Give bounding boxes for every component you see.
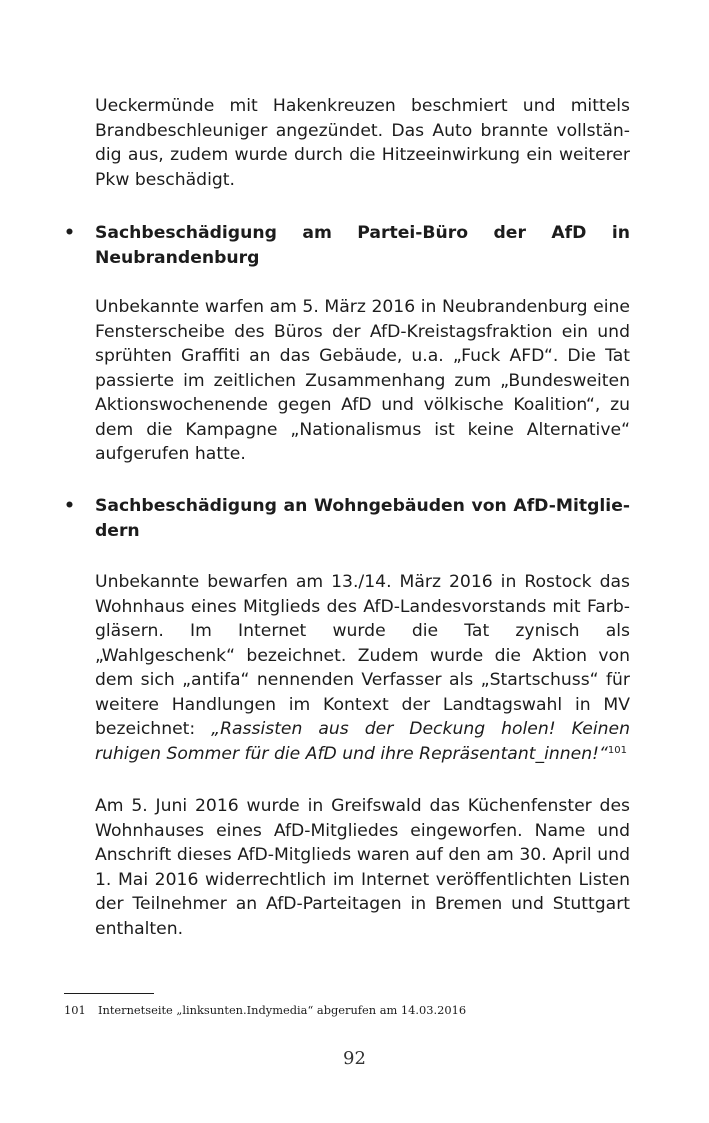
footnote-number: 101 (64, 1003, 86, 1017)
footnote-divider (64, 993, 154, 994)
bullet-2: • (64, 496, 75, 516)
section-2-paragraph-a-text: Unbekannte bewarfen am 13./14. März 2016 in Rostock das Wohnhaus eines Mitglieds des AfD-Landesvorstands mit Farbgläsern. Im Internet wurde die Tat zynisch als „Wahlgeschenk“ bezeichnet. Zudem wurde die Aktion von dem sich „antifa“ nennenden Verfasser als „Startschuss“ für weitere Handlungen im Kontext der Landtagswahl in MV bezeichnet: (95, 572, 630, 739)
section-2-paragraph-b: Am 5. Juni 2016 wurde in Greifswald das Küchenfenster des Wohnhauses eines AfD-Mitgliedes eingeworfen. Name und Anschrift dieses AfD-Mitglieds waren auf den am 30. April und 1. Mai 2016 widerrechtlich im Internet veröffentlichten Listen der Teilnehmer an AfD-Parteitagen in Bremen und Stuttgart enthalten. (95, 796, 630, 939)
section-2-paragraph-a (95, 570, 630, 766)
section-2-quote: „Rassisten aus der Deckung holen! Keinen ruhigen Sommer für die AfD und ihre Repräsentant_innen!“ (95, 719, 630, 764)
page-number: 92 (343, 1048, 366, 1069)
footnote (64, 1002, 466, 1018)
section-1-heading: Sachbeschädigung am Partei-Büro der AfD in Neubrandenburg (95, 223, 630, 268)
footnote-reference[interactable]: 101 (607, 744, 627, 756)
bullet-1: • (64, 223, 75, 243)
intro-paragraph: Ueckermünde mit Hakenkreuzen beschmiert und mittels Brandbeschleuniger angezündet. Das Auto brannte vollständig aus, zudem wurde durch die Hitzeeinwirkung ein weiterer Pkw beschädigt. (95, 96, 630, 190)
section-1-paragraph: Unbekannte warfen am 5. März 2016 in Neubrandenburg eine Fensterscheibe des Büros der AfD-Kreistagsfraktion ein und sprühten Graffiti an das Gebäude, u.a. „Fuck AFD“. Die Tat passierte im zeitlichen Zusammenhang zum „Bundesweiten Aktionswochenende gegen AfD und völkische Koalition“, zu dem die Kampagne „Nationalismus ist keine Alternative“ aufgerufen hatte. (95, 297, 630, 464)
footnote-text: Internetseite „linksunten.Indymedia“ abgerufen am 14.03.2016 (98, 1003, 467, 1017)
section-2-heading: Sachbeschädigung an Wohngebäuden von AfD-Mitgliedern (95, 496, 630, 541)
